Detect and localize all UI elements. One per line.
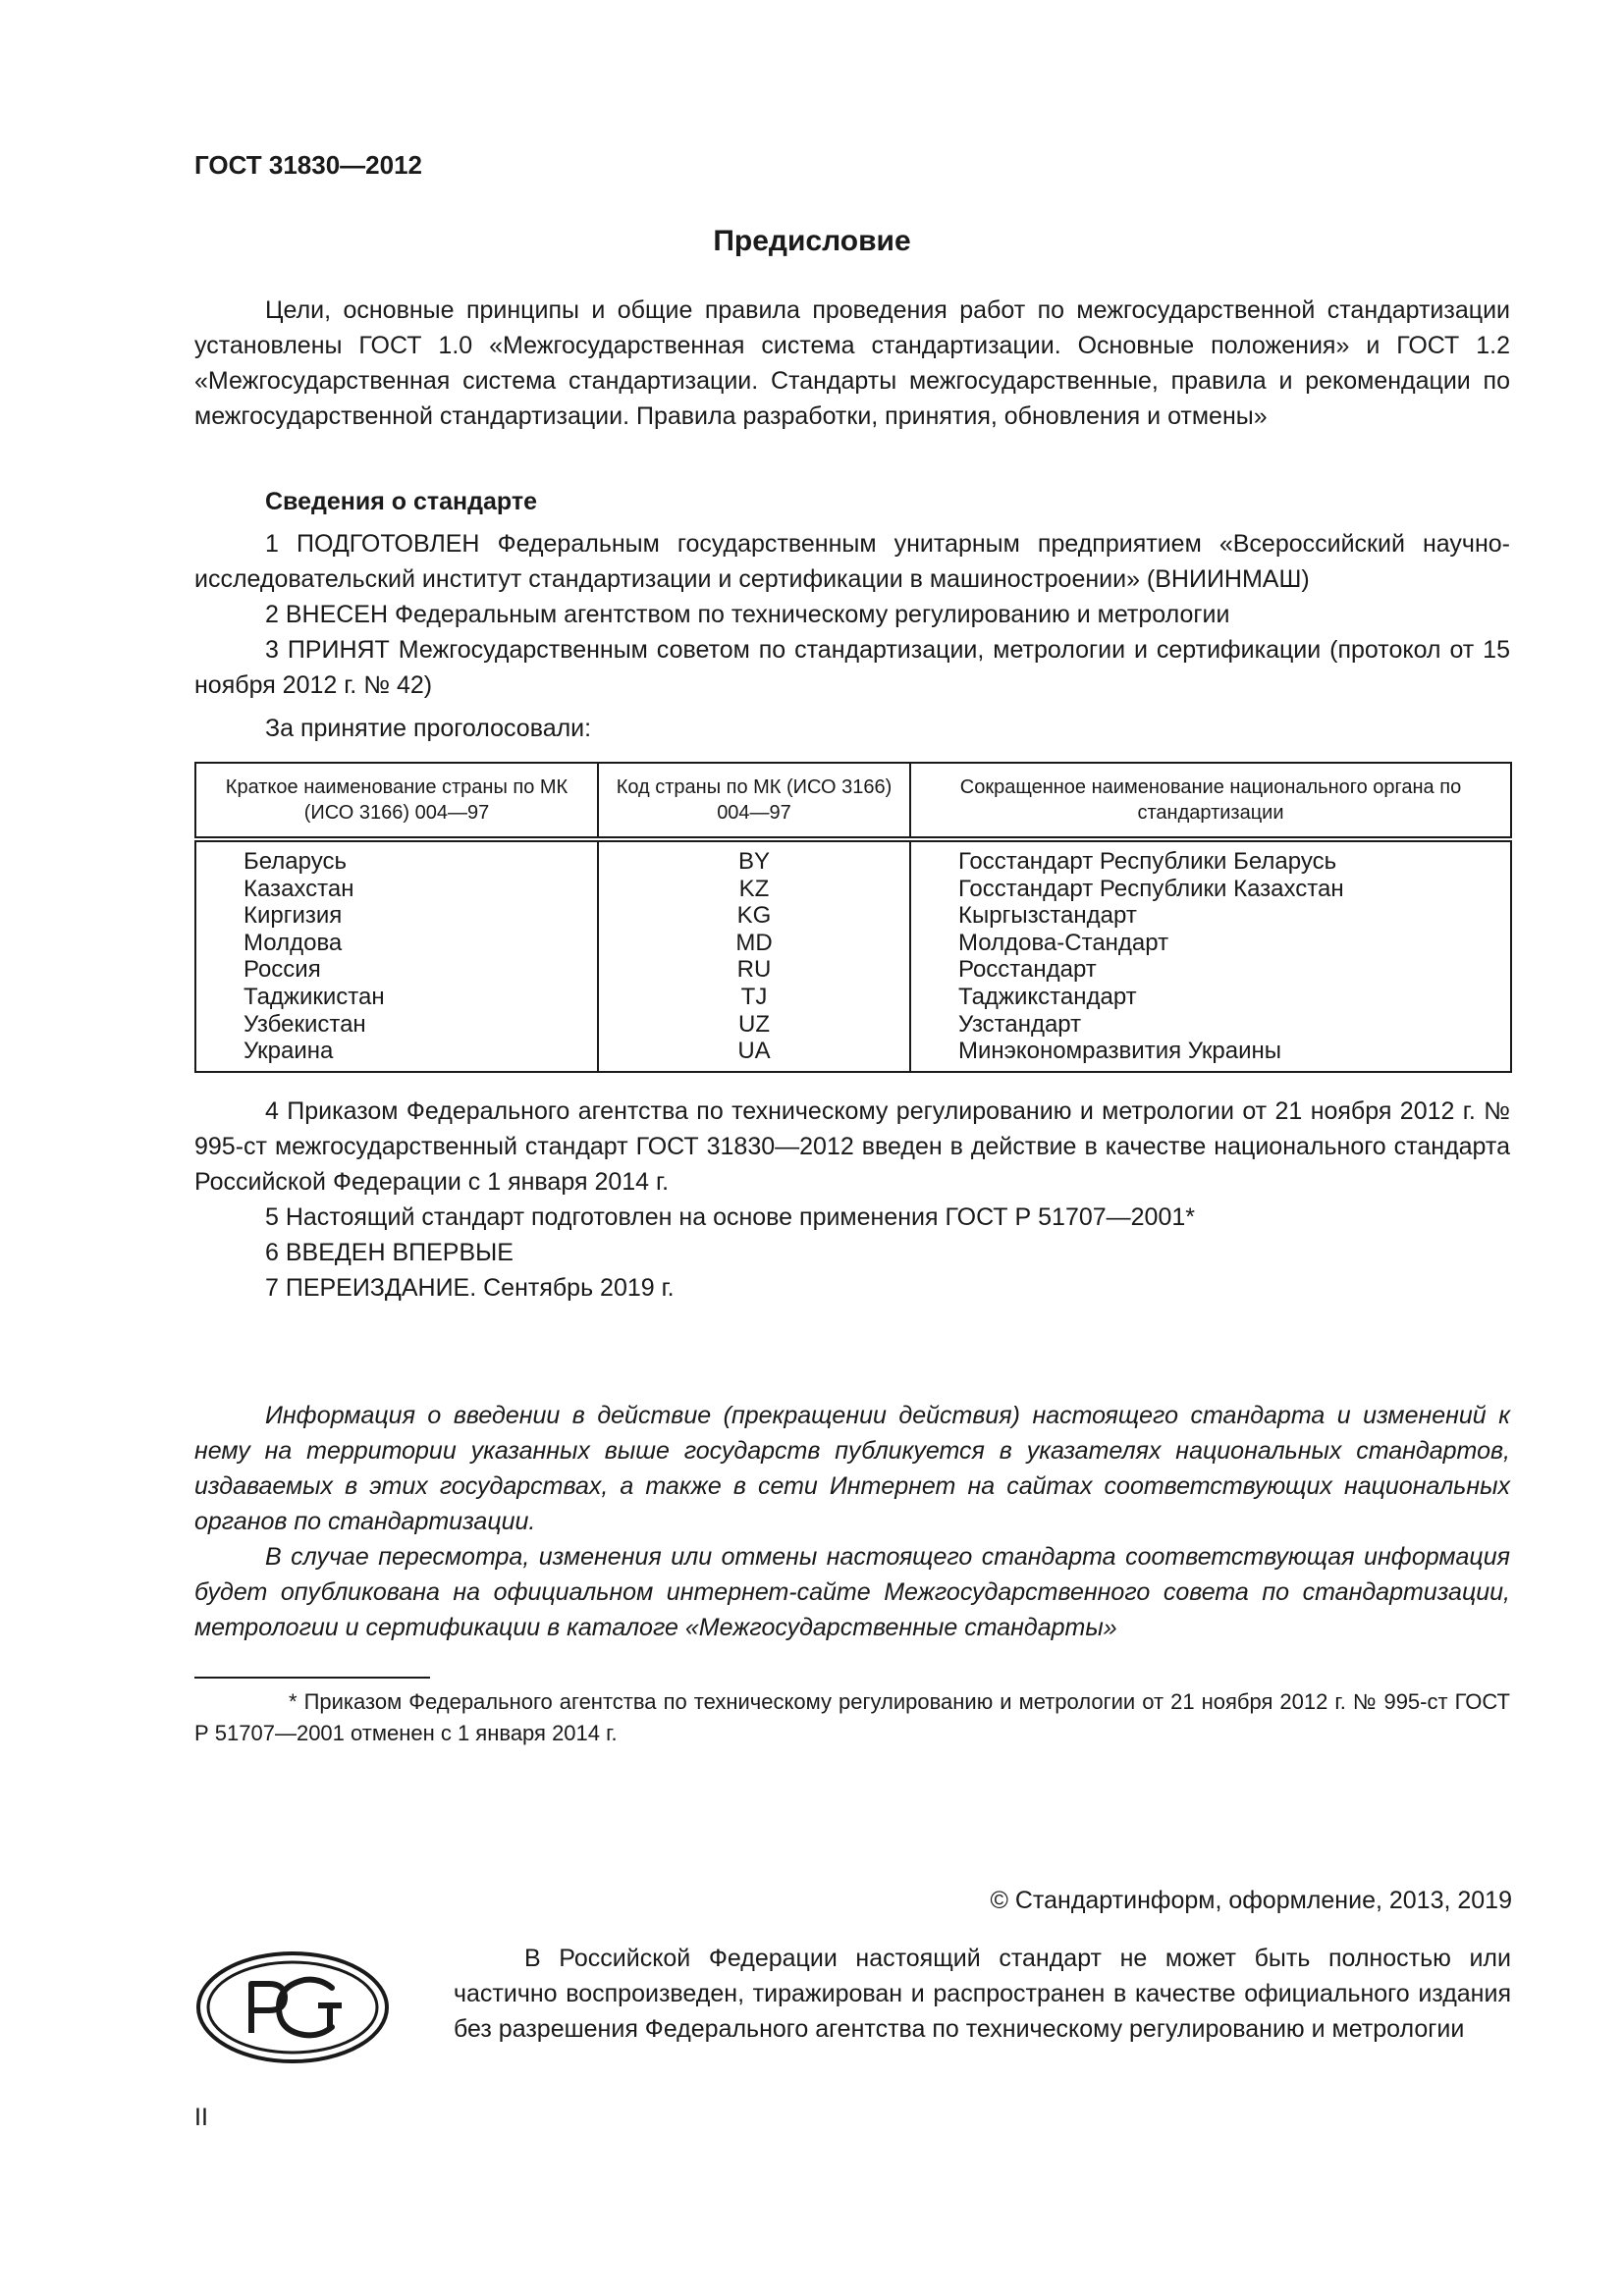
rst-certification-mark-icon <box>194 1949 391 2066</box>
copyright-line: © Стандартинформ, оформление, 2013, 2019 <box>990 1887 1512 1914</box>
column-header-code: Код страны по МК (ИСО 3166) 004—97 <box>598 763 910 839</box>
column-header-body: Сокращенное наименование национального органа по стандартизации <box>910 763 1511 839</box>
about-items <box>194 526 1510 703</box>
national-body-name: Молдова-Стандарт <box>958 929 1169 956</box>
country-name: Казахстан <box>244 875 354 902</box>
footnote-text: * Приказом Федерального агентства по техническому регулированию и метрологии от 21 ноября 2012 г. № 995-ст ГОСТ Р 51707—2001 отменен с 1 января 2014 г. <box>194 1689 1510 1745</box>
country-code: TJ <box>740 983 768 1010</box>
about-item: 2 ВНЕСЕН Федеральным агентством по техническому регулированию и метрологии <box>265 601 1230 628</box>
country-code: UZ <box>738 1010 770 1038</box>
publication-info <box>194 1398 1510 1645</box>
document-header: ГОСТ 31830—2012 <box>194 150 422 180</box>
country-name: Киргизия <box>244 902 343 930</box>
after-item: 5 Настоящий стандарт подготовлен на основе применения ГОСТ Р 51707—2001* <box>265 1203 1195 1231</box>
country-code: RU <box>736 956 772 984</box>
column-header-country: Краткое наименование страны по МК (ИСО 3166) 004—97 <box>195 763 598 839</box>
legal-text: В Российской Федерации настоящий стандарт не может быть полностью или частично воспроизведен, тиражирован и распространен в качестве официального издания без разрешения Федерального агентства по техническому регулированию и метрологии <box>454 1945 1511 2043</box>
country-name: Украина <box>244 1038 334 1065</box>
about-heading: Сведения о стандарте <box>265 488 538 515</box>
about-item: 1 ПОДГОТОВЛЕН Федеральным государственным унитарным предприятием «Всероссийский научно-исследовательский институт стандартизации и сертификации в машиностроении» (ВНИИНМАШ) <box>194 530 1510 593</box>
info-paragraph: В случае пересмотра, изменения или отмены настоящего стандарта соответствующая информация будет опубликована на официальном интернет-сайте Межгосударственного совета по стандартизации, метрологии и сертификации в каталоге «Межгосударственные стандарты» <box>194 1543 1510 1641</box>
about-item: 3 ПРИНЯТ Межгосударственным советом по стандартизации, метрологии и сертификации (протокол от 15 ноября 2012 г. № 42) <box>194 636 1510 699</box>
code-column <box>598 839 910 1072</box>
country-code: UA <box>737 1038 771 1065</box>
after-item: 7 ПЕРЕИЗДАНИЕ. Сентябрь 2019 г. <box>265 1274 675 1302</box>
country-column <box>195 839 598 1072</box>
national-body-name: Росстандарт <box>958 956 1097 984</box>
footnote-divider <box>194 1677 430 1679</box>
national-body-name: Таджикстандарт <box>958 983 1137 1010</box>
after-item: 4 Приказом Федерального агентства по техническому регулированию и метрологии от 21 ноября 2012 г. № 995-ст межгосударственный стандарт ГОСТ 31830—2012 введен в действие в качестве национального стандарта Российской Федерации с 1 января 2014 г. <box>194 1097 1510 1196</box>
country-code: KG <box>736 902 772 930</box>
national-body-name: Госстандарт Республики Казахстан <box>958 875 1344 902</box>
after-item: 6 ВВЕДЕН ВПЕРВЫЕ <box>265 1239 514 1266</box>
country-name: Таджикистан <box>244 983 385 1010</box>
intro-text: Цели, основные принципы и общие правила проведения работ по межгосударственной стандартизации установлены ГОСТ 1.0 «Межгосударственная система стандартизации. Основные положения» и ГОСТ 1.2 «Межгосударственная система стандартизации. Стандарты межгосударственные, правила и рекомендации по межгосударственной стандартизации. Правила разработки, принятия, обновления и отмены» <box>194 296 1510 430</box>
page-number: II <box>194 2104 208 2131</box>
national-body-name: Кыргызстандарт <box>958 902 1137 930</box>
national-body-name: Госстандарт Республики Беларусь <box>958 848 1337 875</box>
country-name: Беларусь <box>244 848 347 875</box>
national-body-name: Минэкономразвития Украины <box>958 1038 1282 1065</box>
country-code: MD <box>735 929 773 956</box>
voting-countries-table <box>194 762 1512 1073</box>
info-paragraph: Информация о введении в действие (прекращении действия) настоящего стандарта и изменений к нему на территории указанных выше государств публикуется в указателях национальных стандартов, издаваемых в этих государствах, а также в сети Интернет на сайтах соответствующих национальных органов по стандартизации. <box>194 1402 1510 1535</box>
national-body-name: Узстандарт <box>958 1010 1082 1038</box>
country-code: BY <box>737 848 770 875</box>
body-column <box>910 839 1511 1072</box>
country-code: KZ <box>738 875 770 902</box>
vote-label: За принятие проголосовали: <box>265 715 592 742</box>
intro-paragraph <box>194 293 1510 434</box>
table-header-row <box>195 763 1511 839</box>
additional-items <box>194 1094 1510 1306</box>
legal-notice <box>454 1941 1511 2047</box>
country-name: Россия <box>244 956 321 984</box>
table-row <box>195 839 1511 1072</box>
country-name: Узбекистан <box>244 1010 366 1038</box>
footnote <box>194 1686 1510 1749</box>
page-title: Предисловие <box>713 225 911 257</box>
country-name: Молдова <box>244 929 343 956</box>
